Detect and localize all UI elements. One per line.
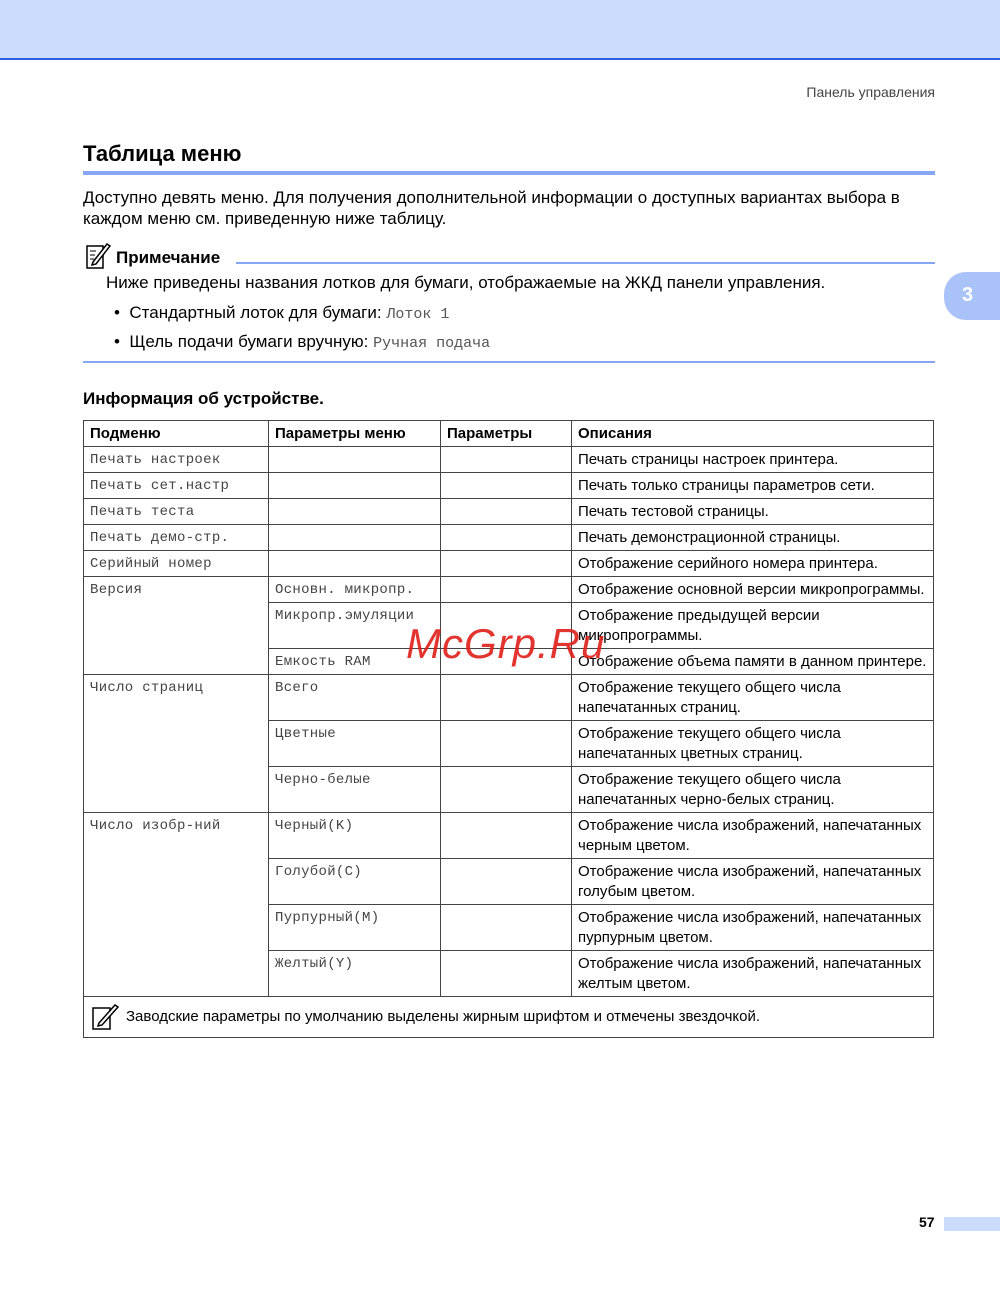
description-cell: Печать демонстрационной страницы. (572, 525, 934, 551)
title-rule (83, 171, 935, 175)
bullet-label: Стандартный лоток для бумаги: (129, 303, 387, 322)
param-cell (441, 951, 572, 997)
menu-param-cell: Черно-белые (269, 767, 441, 813)
param-cell (441, 859, 572, 905)
description-cell: Отображение текущего общего числа напечатанных черно-белых страниц. (572, 767, 934, 813)
note-title: Примечание (116, 248, 221, 267)
description-cell: Печать только страницы параметров сети. (572, 473, 934, 499)
table-row (84, 551, 934, 577)
header-descriptions: Описания (572, 421, 934, 447)
menu-param-cell: Основн. микропр. (269, 577, 441, 603)
menu-param-cell: Микропр.эмуляции (269, 603, 441, 649)
menu-param-cell (269, 473, 441, 499)
bullet-value: Ручная подача (373, 335, 491, 352)
menu-param-cell: Пурпурный(M) (269, 905, 441, 951)
submenu-cell: Печать демо-стр. (84, 525, 269, 551)
param-cell (441, 499, 572, 525)
description-cell: Отображение основной версии микропрограммы. (572, 577, 934, 603)
menu-param-cell: Желтый(Y) (269, 951, 441, 997)
table-row (84, 473, 934, 499)
submenu-cell: Число изобр-ний (84, 813, 269, 997)
menu-param-cell: Емкость RAM (269, 649, 441, 675)
param-cell (441, 551, 572, 577)
note-rule (236, 262, 935, 264)
description-cell: Отображение текущего общего числа напечатанных цветных страниц. (572, 721, 934, 767)
menu-param-cell: Цветные (269, 721, 441, 767)
menu-param-cell (269, 551, 441, 577)
param-cell (441, 813, 572, 859)
description-cell: Отображение предыдущей версии микропрограммы. (572, 603, 934, 649)
description-cell: Отображение текущего общего числа напечатанных страниц. (572, 675, 934, 721)
note-bullet: • Щель подачи бумаги вручную: Ручная подача (114, 332, 491, 352)
page-number-bar (944, 1217, 1000, 1231)
param-cell (441, 767, 572, 813)
menu-param-cell: Черный(K) (269, 813, 441, 859)
table-row (84, 447, 934, 473)
header-params: Параметры (441, 421, 572, 447)
footnote-row (84, 997, 934, 1038)
table-row (84, 525, 934, 551)
submenu-cell: Версия (84, 577, 269, 675)
footnote-cell (84, 997, 934, 1038)
note-pencil-icon (90, 1003, 120, 1031)
description-cell: Отображение числа изображений, напечатанных черным цветом. (572, 813, 934, 859)
note-end-rule (83, 361, 935, 363)
description-cell: Печать страницы настроек принтера. (572, 447, 934, 473)
note-pencil-icon (85, 242, 111, 270)
param-cell (441, 905, 572, 951)
header-submenu: Подменю (84, 421, 269, 447)
description-cell: Отображение серийного номера принтера. (572, 551, 934, 577)
menu-param-cell: Всего (269, 675, 441, 721)
menu-param-cell: Голубой(C) (269, 859, 441, 905)
param-cell (441, 473, 572, 499)
watermark: McGrp.Ru (406, 620, 606, 667)
submenu-cell: Число страниц (84, 675, 269, 813)
page-title: Таблица меню (83, 141, 242, 166)
header-band (0, 0, 1000, 60)
param-cell (441, 447, 572, 473)
table-row (84, 813, 934, 859)
section-title: Информация об устройстве. (83, 389, 324, 408)
param-cell (441, 577, 572, 603)
description-cell: Отображение числа изображений, напечатанных желтым цветом. (572, 951, 934, 997)
description-cell: Печать тестовой страницы. (572, 499, 934, 525)
submenu-cell: Печать теста (84, 499, 269, 525)
note-bullet: • Стандартный лоток для бумаги: Лоток 1 (114, 303, 450, 323)
description-cell: Отображение числа изображений, напечатанных пурпурным цветом. (572, 905, 934, 951)
header-menu-params: Параметры меню (269, 421, 441, 447)
bullet-value: Лоток 1 (386, 306, 450, 323)
table-header-row (84, 421, 934, 447)
submenu-cell: Серийный номер (84, 551, 269, 577)
menu-param-cell (269, 499, 441, 525)
menu-param-cell (269, 447, 441, 473)
menu-param-cell (269, 525, 441, 551)
submenu-cell: Печать сет.настр (84, 473, 269, 499)
note-text: Ниже приведены названия лотков для бумаги, отображаемые на ЖКД панели управления. (106, 273, 826, 292)
footnote-text: Заводские параметры по умолчанию выделены жирным шрифтом и отмечены звездочкой. (126, 1007, 761, 1025)
chapter-tab: 3 (944, 272, 1000, 320)
table-row (84, 499, 934, 525)
param-cell (441, 675, 572, 721)
description-cell: Отображение числа изображений, напечатанных голубым цветом. (572, 859, 934, 905)
param-cell (441, 721, 572, 767)
submenu-cell: Печать настроек (84, 447, 269, 473)
description-cell: Отображение объема памяти в данном принтере. (572, 649, 934, 675)
running-header: Панель управления (806, 84, 935, 100)
menu-table (83, 420, 934, 1038)
intro-paragraph: Доступно девять меню. Для получения дополнительной информации о доступных вариантах выбора в каждом меню см. приведенную ниже таблицу. (83, 188, 900, 228)
bullet-label: Щель подачи бумаги вручную: (129, 332, 374, 351)
param-cell (441, 525, 572, 551)
table-row (84, 577, 934, 603)
table-row (84, 675, 934, 721)
page-number: 57 (919, 1214, 935, 1230)
